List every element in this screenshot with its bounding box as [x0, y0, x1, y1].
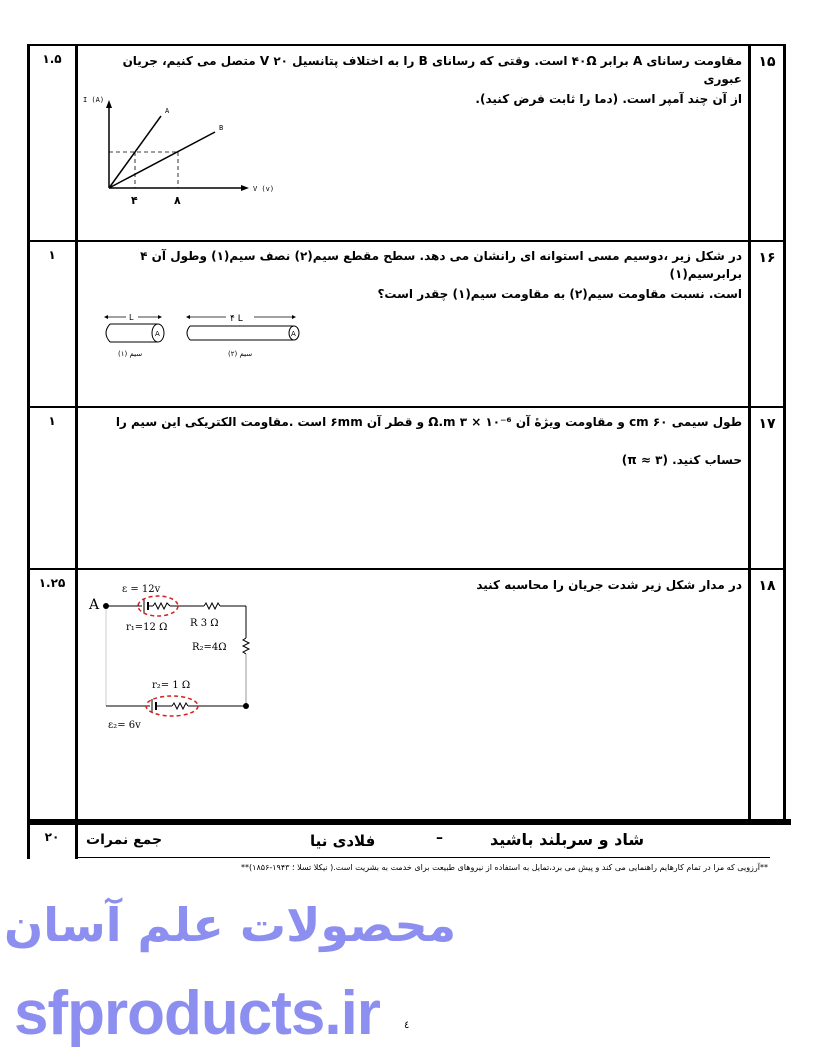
r2-resistor-label: R₂=4Ω	[192, 642, 227, 653]
question-text-16-line1: در شکل زیر ،دوسیم مسی استوانه ای رانشان می دهد. سطح مقطع سیم(۲) نصف سیم(۱) وطول آن ۴ برابرسیم(۱)	[140, 249, 742, 281]
wire-2-area-label: A	[291, 330, 296, 338]
resistor-r2-internal	[172, 703, 188, 709]
question-text-16-line2: است. نسبت مقاومت سیم(۲) به مقاومت سیم(۱) چقدر است؟	[377, 287, 742, 301]
question-number-16: ۱۶	[758, 250, 776, 266]
r-label: R 3 Ω	[190, 618, 219, 629]
question-text-17-line2: حساب کنید. (π ≈ ۳)	[621, 453, 742, 467]
x-axis-arrow-icon	[241, 185, 249, 191]
circuit-figure	[86, 578, 286, 731]
emf-1-label: ε = 12v	[122, 584, 161, 595]
question-score-17: ۱	[48, 414, 56, 428]
wire-1-length-label: L	[129, 313, 134, 322]
r2-internal-label: r₂= 1 Ω	[152, 680, 191, 691]
watermark-english: sfproducts.ir	[14, 979, 380, 1048]
number-column-divider	[748, 44, 751, 822]
wires-figure	[100, 312, 310, 362]
x-axis-label: V (v)	[253, 185, 275, 193]
score-column-divider	[75, 44, 78, 859]
resistor-r2	[243, 638, 249, 654]
question-number-15: ۱۵	[758, 54, 776, 70]
wire-1-caption: (۱) سیم	[118, 350, 143, 358]
question-score-18: ۱.۲۵	[38, 576, 66, 590]
iv-graph-figure	[85, 96, 275, 226]
question-text-15-line1: مقاومت رسانای A برابر ۴۰Ω است. وقتی که رسانای B را به اختلاف پتانسیل ۲۰ V متصل می کنیم، جریان عبوری	[122, 54, 742, 86]
line-b-label: B	[219, 124, 224, 132]
line-b	[109, 132, 215, 188]
question-text-18: در مدار شکل زیر شدت جریان را محاسبه کنید	[476, 578, 742, 592]
resistor-r	[204, 603, 220, 609]
author-name: فلادی نیا	[310, 832, 376, 850]
y-axis-arrow-icon	[106, 100, 112, 108]
row-divider-16-17	[27, 406, 784, 408]
row-divider-17-18	[27, 568, 784, 570]
node-a-label: A	[89, 597, 100, 613]
total-score: ۲۰	[44, 830, 60, 844]
table-bottom-thick-border	[27, 819, 791, 825]
question-number-17: ۱۷	[758, 416, 776, 432]
wire-2-caption: (۲) سیم	[228, 350, 253, 358]
tesla-quote: **آرزویی که مرا در تمام کارهایم راهنمایی می کند و پیش می برد،تمایل به استفاده از نیروهای طبیعت برای خدمت به بشریت است.( نیکلا تسلا ؛ ۱۹۴۳-۱۸۵۶)**	[241, 863, 768, 872]
watermark-persian: محصولات علم آسان	[4, 898, 457, 952]
question-number-18: ۱۸	[758, 578, 776, 594]
question-text-17-line1: طول سیمی cm ۶۰ و مقاومت ویژهٔ آن Ω.m ۳ × ۱۰⁻⁶ و قطر آن ۶mm است .مقاومت الکتریکی این سیم را	[115, 415, 742, 429]
wish-text: شاد و سربلند باشید	[490, 830, 645, 849]
bottom-right-node-dot	[243, 703, 249, 709]
table-left-border	[27, 44, 30, 859]
r1-label: r₁=12 Ω	[126, 622, 168, 633]
wire-1-area-label: A	[155, 330, 160, 338]
question-score-15: ۱.۵	[42, 52, 62, 66]
question-text-15-line2: از آن چند آمپر است. (دما را ثابت فرض کنید).	[475, 92, 742, 106]
x-tick-4: ۴	[131, 194, 138, 207]
line-a-label: A	[165, 107, 170, 115]
table-top-border	[27, 44, 784, 46]
wire-2-length-label: ۴ L	[230, 314, 243, 324]
footer-dash: –	[436, 830, 443, 846]
y-axis-label: I (A)	[83, 96, 105, 104]
table-right-border	[783, 44, 786, 822]
x-tick-8: ۸	[174, 194, 181, 207]
row-divider-15-16	[27, 240, 784, 242]
total-score-label: جمع نمرات	[86, 832, 163, 848]
wire-1	[104, 313, 164, 358]
footer-bottom-line	[75, 857, 770, 858]
page-number: ٤	[404, 1020, 410, 1031]
resistor-r1	[153, 603, 170, 609]
emf-2-label: ε₂= 6v	[108, 720, 141, 731]
wire-2	[186, 314, 299, 358]
question-score-16: ۱	[48, 248, 56, 262]
